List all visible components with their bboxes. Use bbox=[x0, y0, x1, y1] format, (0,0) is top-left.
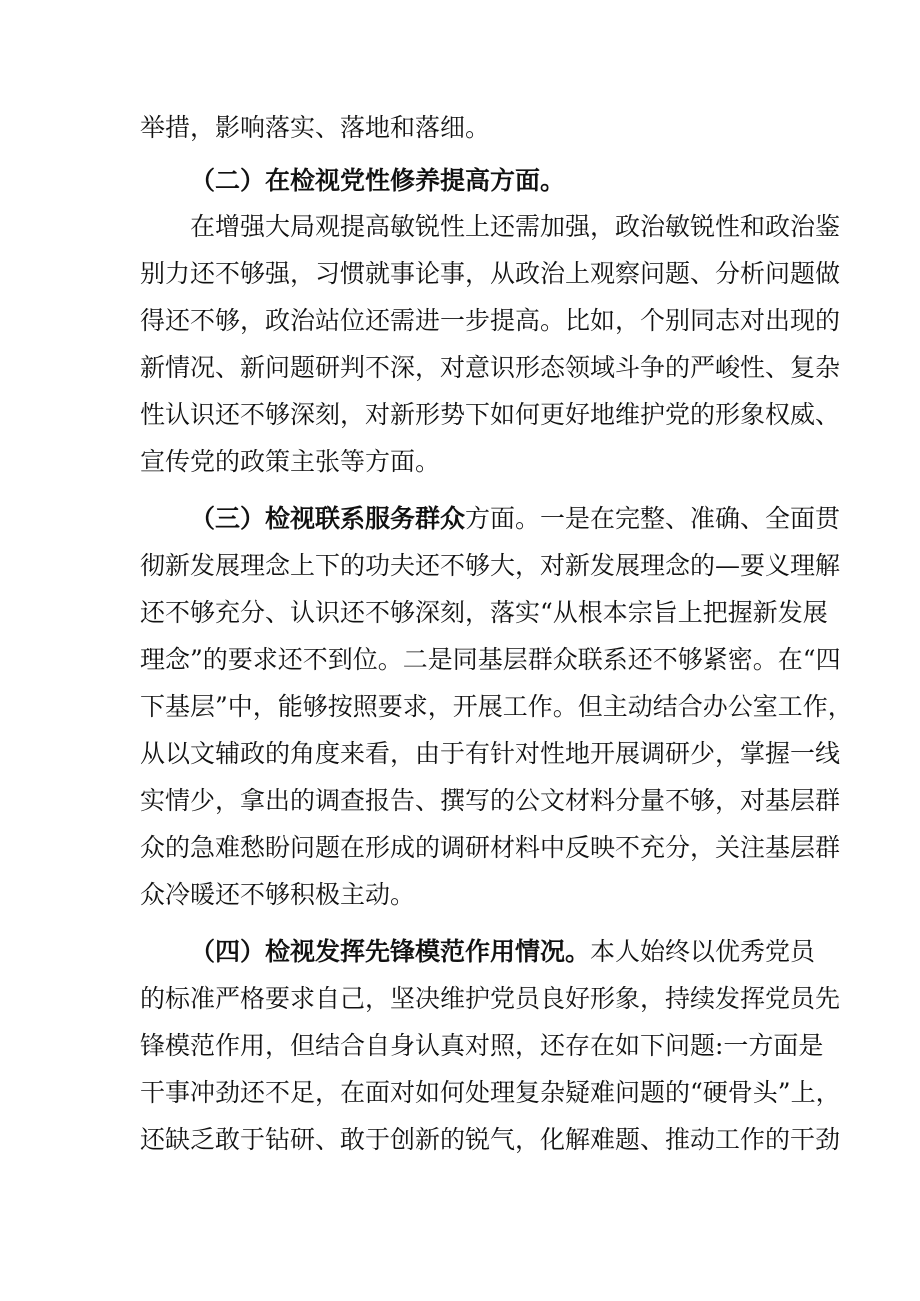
text-line: 还不够充分、认识还不够深刻，落实“从根本宗旨上把握新发展 bbox=[140, 598, 828, 627]
section-heading-4: （四）检视发挥先锋模范作用情况。 bbox=[190, 937, 591, 966]
text-line: 宣传党的政策主张等方面。 bbox=[140, 447, 441, 476]
text-line: 干事冲劲还不足，在面对如何处理复杂疑难问题的“硬骨头”上， bbox=[140, 1078, 841, 1107]
text-line: 实情少，拿出的调查报告、撰写的公文材料分量不够，对基层群 bbox=[140, 786, 841, 815]
section-heading-3: （三）检视联系服务群众 bbox=[190, 504, 466, 533]
text-line: 锋模范作用，但结合自身认真对照，还存在如下问题:一方面是 bbox=[140, 1031, 824, 1060]
text-line: 得还不够，政治站位还需进一步提高。比如，个别同志对出现的 bbox=[140, 306, 841, 335]
text-line: 举措，影响落实、落地和落细。 bbox=[140, 113, 491, 142]
section-heading-2: （二）在检视党性修养提高方面。 bbox=[190, 166, 566, 195]
text-line: 众冷暖还不够积极主动。 bbox=[140, 880, 416, 909]
text-line: 彻新发展理念上下的功夫还不够大，对新发展理念的—要义理解 bbox=[140, 551, 841, 580]
section-paragraph-3 bbox=[190, 499, 841, 539]
text-line: 别力还不够强，习惯就事论事，从政治上观察问题、分析问题做 bbox=[140, 259, 841, 288]
text-line: 理念”的要求还不到位。二是同基层群众联系还不够紧密。在“四 bbox=[140, 645, 841, 674]
text-line: 下基层”中，能够按照要求，开展工作。但主动结合办公室工作， bbox=[140, 692, 853, 721]
text-run: 方面。一是在完整、准确、全面贯 bbox=[465, 504, 841, 533]
text-line: 性认识还不够深刻，对新形势下如何更好地维护党的形象权威、 bbox=[140, 400, 841, 429]
text-line: 众的急难愁盼问题在形成的调研材料中反映不充分，关注基层群 bbox=[140, 833, 841, 862]
text-line: 的标准严格要求自己，坚决维护党员良好形象，持续发挥党员先 bbox=[140, 984, 841, 1013]
text-run: 本人始终以优秀党员 bbox=[590, 937, 816, 966]
text-line: 新情况、新问题研判不深，对意识形态领域斗争的严峻性、复杂 bbox=[140, 353, 841, 382]
text-line: 从以文辅政的角度来看，由于有针对性地开展调研少，掌握一线 bbox=[140, 739, 841, 768]
text-line: 还缺乏敢于钻研、敢于创新的锐气，化解难题、推动工作的干劲 bbox=[140, 1125, 841, 1154]
section-paragraph-4 bbox=[190, 932, 816, 972]
text-line: 在增强大局观提高敏锐性上还需加强，政治敏锐性和政治鉴 bbox=[190, 212, 841, 241]
